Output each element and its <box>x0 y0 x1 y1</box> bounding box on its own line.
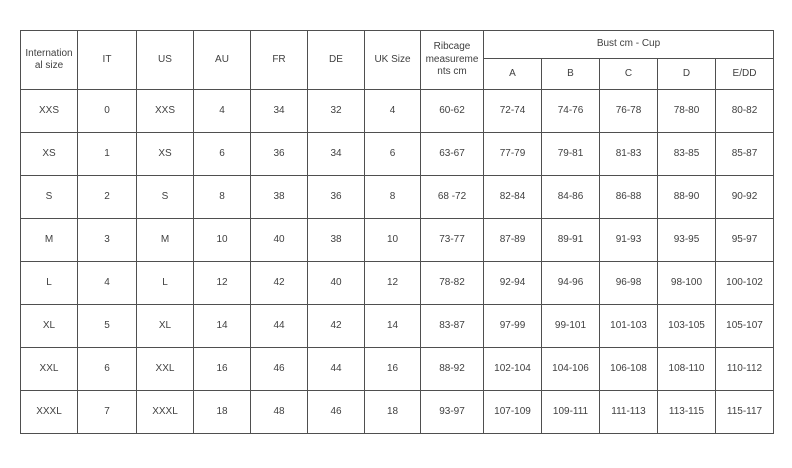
table-cell: 92-94 <box>484 262 542 305</box>
table-cell: 34 <box>251 90 308 133</box>
table-row <box>21 133 774 176</box>
table-cell: 42 <box>251 262 308 305</box>
table-row <box>21 219 774 262</box>
table-cell: 8 <box>194 176 251 219</box>
table-cell: 42 <box>308 305 365 348</box>
table-cell: M <box>21 219 78 262</box>
header-cup-edd: E/DD <box>716 59 774 90</box>
table-cell: 90-92 <box>716 176 774 219</box>
size-conversion-table <box>20 30 774 434</box>
table-cell: XS <box>21 133 78 176</box>
table-cell: 36 <box>251 133 308 176</box>
table-cell: 98-100 <box>658 262 716 305</box>
table-cell: 40 <box>251 219 308 262</box>
table-cell: 38 <box>308 219 365 262</box>
size-table-body <box>21 90 774 434</box>
table-cell: 14 <box>194 305 251 348</box>
table-cell: 2 <box>78 176 137 219</box>
table-cell: 76-78 <box>600 90 658 133</box>
table-cell: 96-98 <box>600 262 658 305</box>
table-cell: 111-113 <box>600 391 658 434</box>
table-cell: 40 <box>308 262 365 305</box>
table-cell: 88-90 <box>658 176 716 219</box>
table-cell: 46 <box>308 391 365 434</box>
table-cell: 89-91 <box>542 219 600 262</box>
table-cell: XL <box>21 305 78 348</box>
table-cell: XXS <box>21 90 78 133</box>
table-cell: 3 <box>78 219 137 262</box>
table-row <box>21 262 774 305</box>
table-cell: 63-67 <box>421 133 484 176</box>
table-cell: 88-92 <box>421 348 484 391</box>
header-fr: FR <box>251 31 308 90</box>
table-cell: 85-87 <box>716 133 774 176</box>
table-cell: 91-93 <box>600 219 658 262</box>
table-cell: S <box>137 176 194 219</box>
table-cell: 82-84 <box>484 176 542 219</box>
table-cell: 109-111 <box>542 391 600 434</box>
table-cell: 106-108 <box>600 348 658 391</box>
table-cell: 4 <box>365 90 421 133</box>
table-cell: 87-89 <box>484 219 542 262</box>
table-cell: 100-102 <box>716 262 774 305</box>
header-cup-b: B <box>542 59 600 90</box>
table-cell: 102-104 <box>484 348 542 391</box>
header-bust-cm-cup-group: Bust cm - Cup <box>484 31 774 59</box>
table-cell: 95-97 <box>716 219 774 262</box>
table-cell: S <box>21 176 78 219</box>
table-cell: 0 <box>78 90 137 133</box>
table-cell: 32 <box>308 90 365 133</box>
table-cell: 16 <box>365 348 421 391</box>
table-cell: XXL <box>21 348 78 391</box>
table-cell: 86-88 <box>600 176 658 219</box>
table-cell: 10 <box>365 219 421 262</box>
table-cell: 14 <box>365 305 421 348</box>
table-cell: 101-103 <box>600 305 658 348</box>
table-cell: 8 <box>365 176 421 219</box>
table-cell: XS <box>137 133 194 176</box>
table-cell: 6 <box>194 133 251 176</box>
table-cell: 83-87 <box>421 305 484 348</box>
table-cell: 113-115 <box>658 391 716 434</box>
table-cell: XXL <box>137 348 194 391</box>
header-de: DE <box>308 31 365 90</box>
table-cell: 6 <box>78 348 137 391</box>
table-row <box>21 90 774 133</box>
header-ribcage-measurements: Ribcage measurements cm <box>421 31 484 90</box>
header-row-top <box>21 31 774 59</box>
header-international-size: International size <box>21 31 78 90</box>
table-cell: 77-79 <box>484 133 542 176</box>
table-cell: 72-74 <box>484 90 542 133</box>
table-cell: 73-77 <box>421 219 484 262</box>
table-cell: 81-83 <box>600 133 658 176</box>
table-cell: 105-107 <box>716 305 774 348</box>
table-cell: 7 <box>78 391 137 434</box>
table-cell: 104-106 <box>542 348 600 391</box>
table-cell: 18 <box>365 391 421 434</box>
table-cell: 4 <box>78 262 137 305</box>
header-au: AU <box>194 31 251 90</box>
header-cup-d: D <box>658 59 716 90</box>
table-cell: 12 <box>194 262 251 305</box>
table-cell: 99-101 <box>542 305 600 348</box>
table-cell: 78-80 <box>658 90 716 133</box>
table-cell: 78-82 <box>421 262 484 305</box>
table-cell: L <box>137 262 194 305</box>
table-cell: 107-109 <box>484 391 542 434</box>
table-row <box>21 391 774 434</box>
table-row <box>21 348 774 391</box>
table-cell: 97-99 <box>484 305 542 348</box>
table-cell: 103-105 <box>658 305 716 348</box>
table-row <box>21 176 774 219</box>
header-cup-a: A <box>484 59 542 90</box>
table-cell: 108-110 <box>658 348 716 391</box>
table-cell: 16 <box>194 348 251 391</box>
table-cell: 6 <box>365 133 421 176</box>
table-cell: 68 -72 <box>421 176 484 219</box>
table-cell: 5 <box>78 305 137 348</box>
table-header <box>21 31 774 90</box>
table-cell: 38 <box>251 176 308 219</box>
table-cell: 44 <box>308 348 365 391</box>
table-cell: 44 <box>251 305 308 348</box>
table-cell: 115-117 <box>716 391 774 434</box>
table-row <box>21 305 774 348</box>
table-cell: 4 <box>194 90 251 133</box>
table-cell: 83-85 <box>658 133 716 176</box>
header-us: US <box>137 31 194 90</box>
table-cell: 34 <box>308 133 365 176</box>
table-cell: 79-81 <box>542 133 600 176</box>
table-cell: 36 <box>308 176 365 219</box>
table-cell: 110-112 <box>716 348 774 391</box>
table-cell: 93-95 <box>658 219 716 262</box>
table-cell: L <box>21 262 78 305</box>
table-cell: 60-62 <box>421 90 484 133</box>
table-cell: 46 <box>251 348 308 391</box>
table-cell: M <box>137 219 194 262</box>
table-cell: 80-82 <box>716 90 774 133</box>
table-cell: 74-76 <box>542 90 600 133</box>
table-cell: XXS <box>137 90 194 133</box>
header-cup-c: C <box>600 59 658 90</box>
table-cell: 12 <box>365 262 421 305</box>
table-cell: XXXL <box>21 391 78 434</box>
table-cell: 48 <box>251 391 308 434</box>
header-uk-size: UK Size <box>365 31 421 90</box>
table-cell: 93-97 <box>421 391 484 434</box>
table-cell: 1 <box>78 133 137 176</box>
header-it: IT <box>78 31 137 90</box>
table-cell: XL <box>137 305 194 348</box>
table-cell: XXXL <box>137 391 194 434</box>
table-cell: 18 <box>194 391 251 434</box>
table-cell: 94-96 <box>542 262 600 305</box>
table-cell: 84-86 <box>542 176 600 219</box>
table-cell: 10 <box>194 219 251 262</box>
